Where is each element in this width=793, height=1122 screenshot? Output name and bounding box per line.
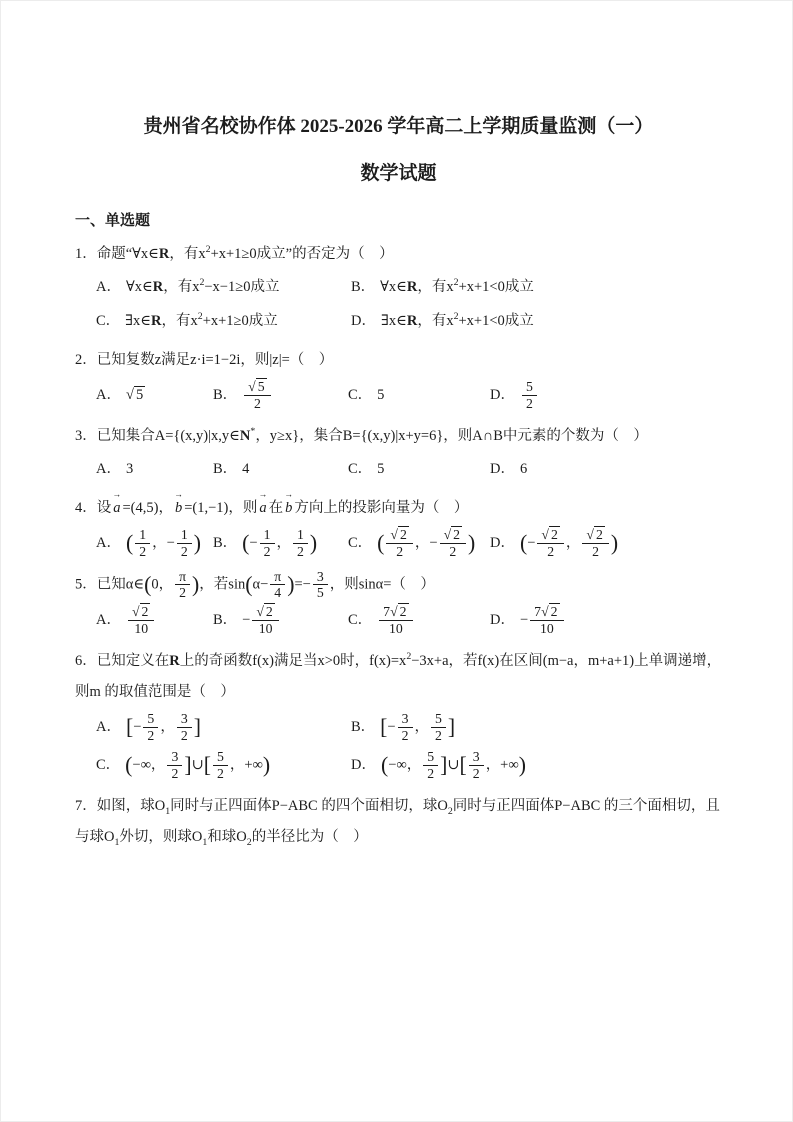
question-options <box>75 273 722 336</box>
question-stem: 5．已知α∈(0， $\frac{\pi}{2}$ )，若sin(α− $\frac{\pi}{4}$ )=− $\frac{3}{5}$ ，则sinα=（ ） <box>75 568 435 601</box>
option-label: B． <box>213 534 238 551</box>
q4-option-b <box>213 527 348 560</box>
question-stem: 1．命题“∀x∈R，有$x^2+x+1\ge 0$成立”的否定为（ ） <box>75 243 394 262</box>
option-content: (−∞， $\frac{3}{2}$ ]∪[ $\frac{5}{2}$ ，+∞) <box>125 749 271 781</box>
question-stem: 7．如图，球$O_1$同时与正四面体P−ABC 的四个面相切，球$O_2$同时与正四面体P−ABC 的三个面相切，且与球$O_1$外切，则球$O_1$和球$O_2$的半径比为（ ） <box>75 797 720 848</box>
q6-option-d <box>351 749 722 782</box>
option-content: 6 <box>519 460 528 477</box>
option-label: A． <box>96 534 121 551</box>
option-content: ( $\frac{1}{2}$ ，− $\frac{1}{2}$ ) <box>125 526 201 559</box>
question-stem: 2．已知复数z满足z·i=1−2i，则|z|=（ ） <box>75 351 334 368</box>
q1-option-b <box>351 273 722 302</box>
option-label: C． <box>348 460 373 477</box>
q5-option-c <box>348 604 490 637</box>
option-content: $\frac{5}{2}$ <box>520 387 539 403</box>
option-content: ∀x∈R，有$x^2+x+1<0$成立 <box>380 276 534 295</box>
question-stem: 3．已知集合A={(x,y)|x,y∈N*，y≥x}，集合B={(x,y)|x+y=6}，则A∩B中元素的个数为（ ） <box>75 425 648 444</box>
q1-option-c <box>96 307 351 336</box>
option-label: C． <box>348 386 373 403</box>
question-options <box>75 379 722 412</box>
option-label: B． <box>213 460 238 477</box>
option-label: D． <box>351 312 376 329</box>
option-label: D． <box>351 756 376 773</box>
question-stem: 4．设 → a =(4,5)， → b =(1,−1)，则 → a 在 → b 方向上的投影向量为（ ） <box>75 493 722 524</box>
option-content: 5 <box>377 460 385 477</box>
question-stem: 6．已知定义在R上的奇函数f(x)满足当x>0时，$f(x)=x^2-3x+a$，若f(x)在区间(m−a，m+a+1)上单调递增，则m 的取值范围是（ ） <box>75 651 722 701</box>
option-label: C． <box>348 611 373 628</box>
question-3 <box>75 421 722 484</box>
q1-option-a <box>96 273 351 302</box>
q4-option-c <box>348 527 490 560</box>
q2-option-c <box>348 381 490 410</box>
option-content: ∃x∈R，有$x^2+x+1\ge 0$成立 <box>125 310 278 329</box>
question-7 <box>75 791 722 853</box>
q6-option-c <box>96 749 351 782</box>
option-label: B． <box>213 611 238 628</box>
q4-option-a <box>96 527 213 560</box>
question-options <box>75 711 722 781</box>
option-content: ( $\frac{√ 2}{2}$ ，− $\frac{√ 2}{2}$ ) <box>377 526 476 559</box>
option-content: $\frac{7√ 2}{10}$ <box>377 612 414 628</box>
section-heading: 一、单选题 <box>75 212 151 229</box>
q3-option-b <box>213 455 348 484</box>
q3-option-c <box>348 455 490 484</box>
option-label: C． <box>96 756 121 773</box>
option-label: D． <box>490 386 515 403</box>
option-label: A． <box>96 460 121 477</box>
q2-option-a <box>96 381 213 410</box>
option-content: (− $\frac{1}{2}$ ， $\frac{1}{2}$ ) <box>242 526 318 559</box>
option-label: A． <box>96 719 121 735</box>
q2-option-b <box>213 379 348 412</box>
option-content: $\frac{√ 5}{2}$ <box>242 387 272 403</box>
option-content: √ 5 <box>125 386 144 403</box>
option-label: D． <box>490 460 515 477</box>
question-5 <box>75 569 722 637</box>
option-content: − $\frac{7√ 2}{10}$ <box>520 612 566 628</box>
q5-option-a <box>96 604 213 637</box>
page-subtitle: 数学试题 <box>360 162 437 184</box>
question-6 <box>75 646 722 782</box>
option-content: (− $\frac{√ 2}{2}$ ， $\frac{√ 2}{2}$ ) <box>519 526 619 559</box>
option-content: (−∞， $\frac{5}{2}$ ]∪[ $\frac{3}{2}$ ，+∞) <box>380 749 526 781</box>
page-title: 贵州省名校协作体 2025-2026 学年高二上学期质量监测（一） <box>143 116 654 137</box>
question-4 <box>75 493 722 560</box>
option-label: D． <box>490 534 515 551</box>
question-2 <box>75 345 722 412</box>
option-content: [− $\frac{3}{2}$ ， $\frac{5}{2}$ ] <box>380 711 456 744</box>
q2-option-d <box>490 379 722 412</box>
option-content: ∃x∈R，有$x^2+x+1<0$成立 <box>380 310 534 329</box>
option-label: C． <box>348 534 373 551</box>
q5-option-b <box>213 604 348 637</box>
option-content: ∀x∈R，有$x^2-x-1\ge 0$成立 <box>125 276 280 295</box>
q6-option-b <box>351 711 722 744</box>
option-content: $\frac{√ 2}{10}$ <box>126 612 156 628</box>
option-label: D． <box>490 611 515 628</box>
option-label: B． <box>351 278 376 295</box>
option-content: 3 <box>125 460 134 477</box>
option-label: B． <box>213 386 238 403</box>
q3-option-d <box>490 455 722 484</box>
question-options <box>75 527 722 560</box>
q1-option-d <box>351 307 722 336</box>
q6-option-a <box>96 711 351 744</box>
option-label: B． <box>351 719 376 735</box>
question-1 <box>75 239 722 336</box>
q4-option-d <box>490 527 722 560</box>
option-label: A． <box>96 386 121 403</box>
option-content: 5 <box>377 386 385 403</box>
option-content: [− $\frac{5}{2}$ ， $\frac{3}{2}$ ] <box>125 711 201 744</box>
option-label: A． <box>96 278 121 295</box>
q3-option-a <box>96 455 213 484</box>
option-content: 4 <box>242 460 250 477</box>
question-options <box>75 455 722 484</box>
q5-option-d <box>490 604 722 637</box>
option-content: − $\frac{√ 2}{10}$ <box>242 612 281 628</box>
option-label: A． <box>96 611 121 628</box>
question-options <box>75 604 722 637</box>
option-label: C． <box>96 312 121 329</box>
